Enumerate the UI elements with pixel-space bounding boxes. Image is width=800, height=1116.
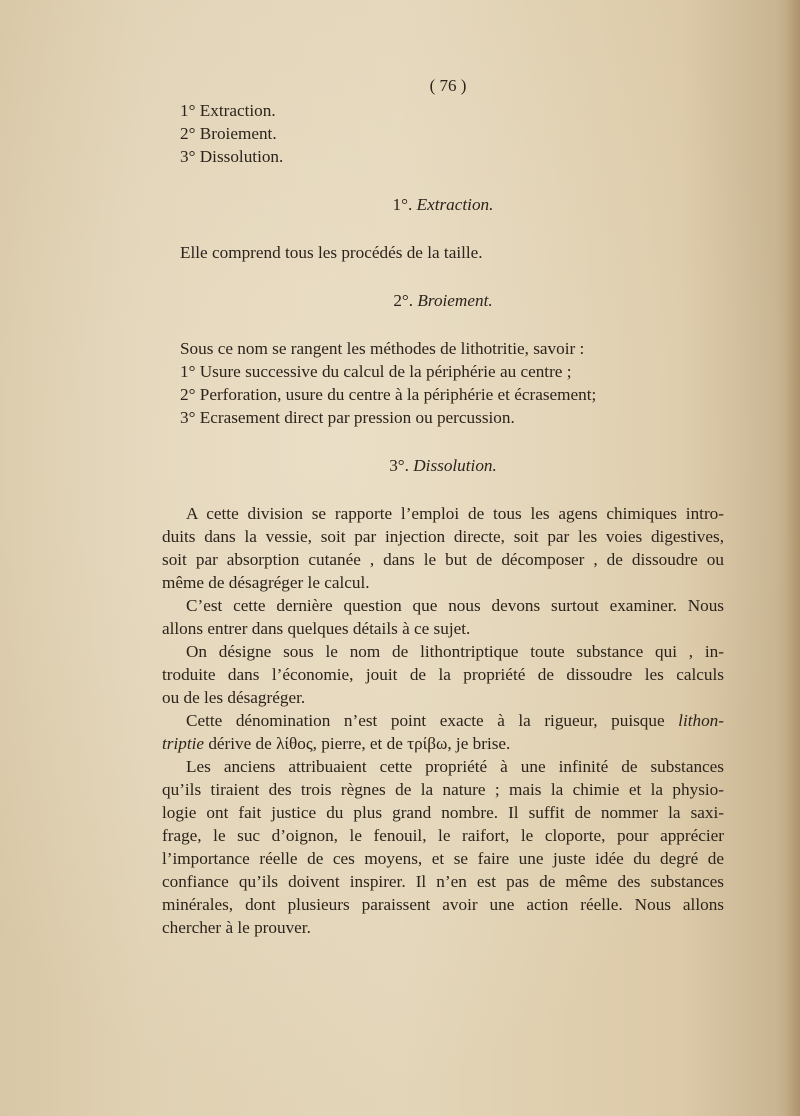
paragraph xyxy=(162,640,724,709)
method-list xyxy=(162,360,724,429)
section-heading-broiement xyxy=(162,289,724,312)
text-run: je brise. xyxy=(455,734,511,753)
section-heading-extraction xyxy=(162,193,724,216)
paragraph xyxy=(162,755,724,939)
italic-term: lithon- xyxy=(678,711,725,730)
paragraph-line: Elle comprend tous les procédés de la taille. xyxy=(180,243,483,262)
italic-term: triptie xyxy=(162,734,205,753)
paragraph-line: chercher à le prouver. xyxy=(162,918,311,937)
paragraph-line: frage, le suc d’oignon, le fenouil, le raifort, le cloporte, pour apprécier xyxy=(162,826,724,845)
page-edge-shadow xyxy=(786,0,800,1116)
top-list-item: 3° Dissolution. xyxy=(180,147,284,166)
paragraph xyxy=(162,502,724,594)
paragraph-line: même de désagréger le calcul. xyxy=(162,573,370,592)
paragraph-line: soit par absorption cutanée , dans le but de décomposer , de dissoudre ou xyxy=(162,550,724,569)
paragraph-line: C’est cette dernière question que nous devons surtout examiner. Nous xyxy=(186,596,724,615)
list-item: 2° Perforation, usure du centre à la périphérie et écrasement; xyxy=(180,385,597,404)
list-item: 1° Usure successive du calcul de la périphérie au centre ; xyxy=(180,362,572,381)
section-number: 2°. xyxy=(393,291,414,310)
paragraph xyxy=(162,594,724,640)
greek-word: λίθος xyxy=(276,734,313,753)
paragraph-line: Sous ce nom se rangent les méthodes de lithotritie, savoir : xyxy=(180,339,585,358)
list-item: 3° Ecrasement direct par pression ou percussion. xyxy=(180,408,515,427)
section-title: Dissolution. xyxy=(413,456,497,475)
paragraph-line: troduite dans l’économie, jouit de la propriété de dissoudre les calculs xyxy=(162,665,724,684)
text-run: , pierre, et de xyxy=(312,734,403,753)
text-run: dérive de xyxy=(208,734,272,753)
section-number: 3°. xyxy=(389,456,409,475)
paragraph-line xyxy=(162,732,724,755)
paragraph-line: minérales, dont plusieurs paraissent avoir une action réelle. Nous allons xyxy=(162,895,724,914)
paragraph-line: allons entrer dans quelques détails à ce sujet. xyxy=(162,619,471,638)
page-number: ( 76 ) xyxy=(429,76,467,95)
top-list-item: 1° Extraction. xyxy=(180,101,276,120)
paragraph-line xyxy=(162,709,724,732)
paragraph-line: ou de les désagréger. xyxy=(162,688,306,707)
paragraph-line: l’importance réelle de ces moyens, et se faire une juste idée du degré de xyxy=(162,849,724,868)
section-title: Extraction. xyxy=(416,195,494,214)
paragraph-line: Les anciens attribuaient cette propriété à une infinité de substances xyxy=(186,757,724,776)
section-heading-dissolution xyxy=(162,454,724,477)
top-list xyxy=(162,99,724,168)
top-list-item: 2° Broiement. xyxy=(180,124,277,143)
paragraph-line: On désigne sous le nom de lithontriptique toute substance qui , in- xyxy=(186,642,724,661)
paragraph-line: logie ont fait justice du plus grand nombre. Il suffit de nommer la saxi- xyxy=(162,803,724,822)
paragraph-line: qu’ils tiraient des trois règnes de la nature ; mais la chimie et la physio- xyxy=(162,780,724,799)
paragraph-line: duits dans la vessie, soit par injection directe, soit par les voies digestives, xyxy=(162,527,724,546)
section-number: 1°. xyxy=(392,195,413,214)
paragraph xyxy=(162,709,724,755)
paragraph-line: A cette division se rapporte l’emploi de tous les agens chimiques intro- xyxy=(186,504,724,523)
paragraph-line: confiance qu’ils doivent inspirer. Il n’en est pas de même des substances xyxy=(162,872,724,891)
text-run: Cette dénomination n’est point exacte à la rigueur, puisque xyxy=(186,711,665,730)
page-text xyxy=(162,74,724,939)
section-title: Broiement. xyxy=(417,291,493,310)
greek-word: τρίβω, xyxy=(407,734,452,753)
